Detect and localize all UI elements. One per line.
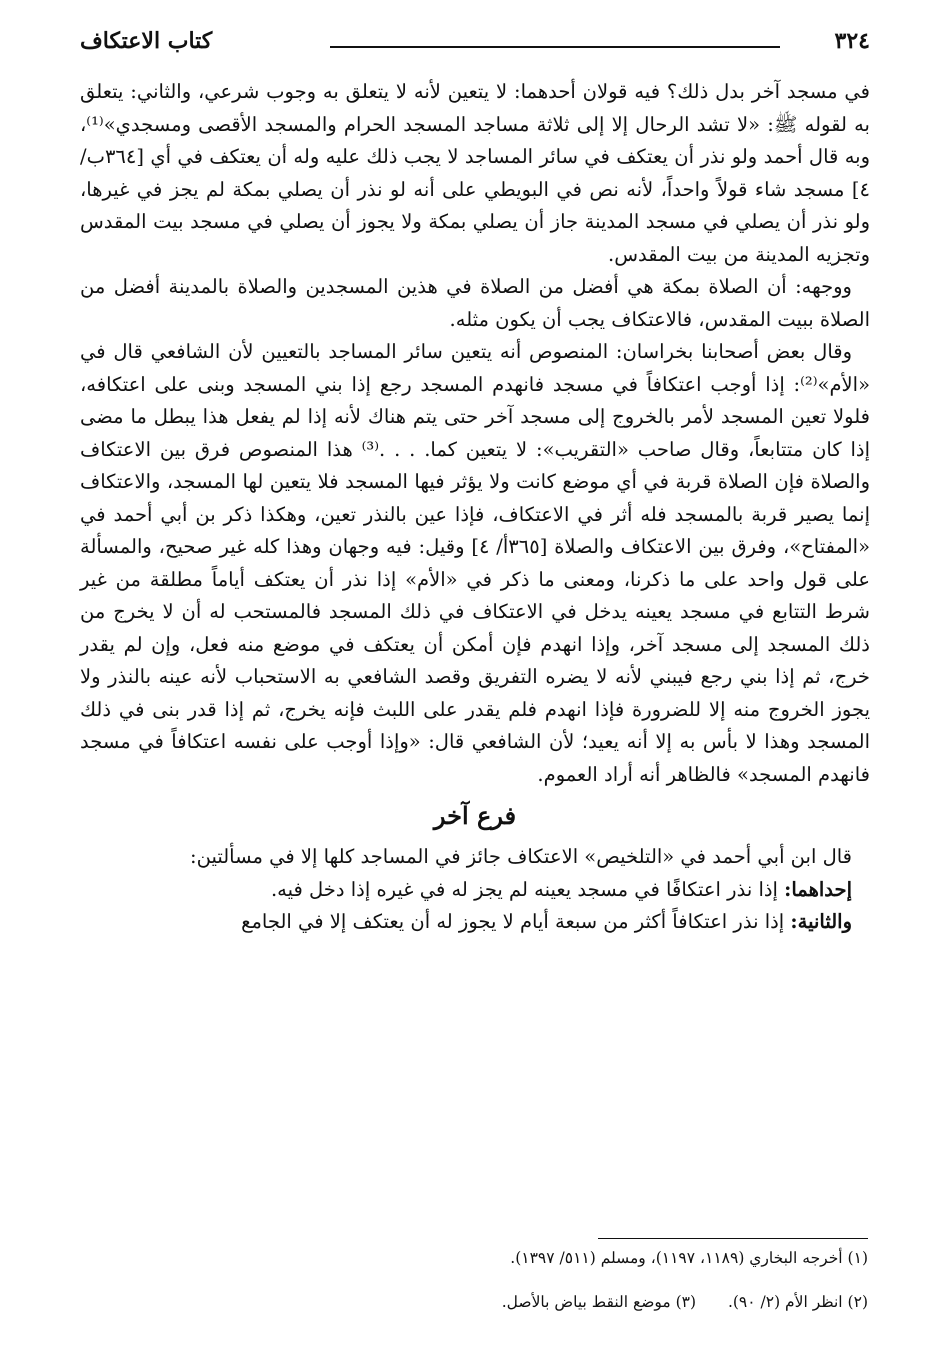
text-line: بيت المقدس وتجزيه المدينة من بيت المقدس.: [80, 210, 870, 266]
case-item: [80, 874, 870, 907]
text-line: بالمدينة أفضل من الصلاة ببيت المقدس، فالاعتكاف يجب أن يكون مثله.: [80, 275, 870, 331]
paragraph: [80, 271, 870, 336]
footnote-number: (٣): [675, 1293, 697, 1311]
text-line: وقال بعض أصحابنا بخراسان: المنصوص أنه يتعين سائر المساجد بالتعيين لأن: [228, 340, 852, 363]
case-text: إذا نذر اعتكافًا في مسجد يعينه لم يجز له في غيره إذا دخل فيه.: [270, 877, 785, 901]
text-line: موضع كانت ولا يؤثر فيها المسجد فلا يتعين لها المسجد، والاعتكاف إنما يصير قربة: [80, 470, 870, 526]
text-line: يتعين كما. . . .⁽³⁾ هذا المنصوص فرق بين الاعتكاف والصلاة فإن الصلاة قربة في أي: [80, 437, 870, 493]
case-label: والثانية:: [790, 910, 852, 933]
footnote-text: انظر الأم (٢/ ٩٠).: [727, 1293, 843, 1311]
text-line: شرعي، والثاني: يتعلق به لقوله ﷺ: «لا تشد الرحال إلا إلى ثلاثة مساجد المسجد: [80, 80, 870, 136]
paragraph: [80, 841, 870, 874]
text-line: واحداً، لأنه نص في البويطي على أنه لو نذر أن يصلي بمكة لم يجز في غيرها، ولو: [80, 177, 871, 233]
text-line: يضره التفريق وقصد الشافعي به الاستحباب لأنه عينه بالنذر ولا يجوز الخروج منه إلا: [80, 665, 870, 721]
text-line: الحرام والمسجد الأقصى ومسجدي»⁽¹⁾، وبه قال أحمد ولو نذر أن يعتكف في سائر: [80, 112, 871, 168]
footnote-text: أخرجه البخاري (١١٨٩، ١١٩٧)، ومسلم (٥١١/ ١٣٩٧).: [510, 1249, 843, 1267]
footnote: [78, 1246, 868, 1270]
paragraph: [80, 336, 870, 791]
text-line: وهذا لا بأس به إلا أنه يعيد؛ لأن الشافعي قال: «وإذا أوجب على نفسه اعتكافاً في: [138, 730, 800, 753]
section-heading: فرع آخر: [433, 801, 517, 830]
footnote-number: (٢): [847, 1293, 868, 1311]
header-rule: [330, 46, 780, 48]
text-line: المسجد فالمستحب له أن لا يخرج من ذلك المسجد إلى مسجد آخر، وإذا انهدم فإن: [80, 600, 870, 656]
text-line: نذر أن يصلي في مسجد المدينة جاز أن يصلي بمكة ولا يجوز أن يصلي في مسجد: [190, 210, 839, 233]
text-line: في مسجد آخر بدل ذلك؟ فيه قولان أحدهما: لا يتعين لأنه لا يتعلق به وجوب: [266, 80, 870, 103]
case-text: إذا نذر اعتكافاً أكثر من سبعة أيام لا يجوز له أن يعتكف إلا في الجامع: [241, 910, 791, 933]
text-line: مسجد فانهدم المسجد» فالظاهر أنه أراد العموم.: [80, 730, 870, 786]
text-line: مسألتين:: [190, 845, 263, 868]
page-number: ٣٢٤: [834, 28, 870, 54]
text-line: قال ابن أبي أحمد في «التلخيص» الاعتكاف جائز في المساجد كلها إلا في: [269, 845, 852, 868]
footnote-text: موضع النقط بياض بالأصل.: [501, 1293, 671, 1311]
text-line: الشافعي قال في «الأم»⁽²⁾: إذا أوجب اعتكافاً في مسجد فانهدم المسجد رجع إذا بني: [80, 340, 870, 396]
case-label: إحداهما:: [784, 877, 852, 901]
text-line: للضرورة فإذا انهدم فلم يقدر على اللبث فإنه يخرج، ثم إذا قدر بنى في ذلك المسجد: [80, 697, 870, 753]
text-line: يعتكف أياماً مطلقة من غير شرط التتابع في مسجد يعينه يدخل في الاعتكاف في ذلك: [80, 567, 871, 623]
text-line: بالمسجد فله أثر في الاعتكاف، فإذا عين بالنذر تعين، وهكذا ذكر بن أبي أحمد في: [80, 502, 744, 526]
page-header: [80, 28, 870, 64]
paragraph: [80, 76, 870, 271]
text-line: أمكن أن يعتكف في موضع منه فعل، وإن لم يقدر خرج، ثم إذا بني رجع فيبني لأنه لا: [80, 632, 870, 688]
text-line: صحيح، والمسألة على قول واحد على ما ذكرنا، ومعنى ما ذكر في «الأم» إذا نذر أن: [80, 535, 870, 591]
footnote-rule: [598, 1238, 868, 1239]
text-line: هناك لأنه إذا لم يفعل هذا يبطل ما مضى إذا كان متتابعاً، وقال صاحب «التقريب»: لا: [80, 405, 870, 461]
text-line: ووجهه: أن الصلاة بمكة هي أفضل من الصلاة في هذين المسجدين والصلاة: [237, 275, 852, 298]
text-line: المساجد لا يجب ذلك عليه وله أن يعتكف في أي [٣٦٤ب/ ٤] مسجد شاء قولاً: [80, 145, 870, 201]
text-line: المسجد وبنى على اعتكافه، فلولا تعين المسجد لأمر بالخروج إلى مسجد آخر حتى يتم: [80, 372, 870, 428]
footnote-row: [78, 1290, 868, 1314]
main-text: [80, 76, 870, 939]
case-item: [80, 906, 870, 939]
text-line: «المفتاح»، وفرق بين الاعتكاف والصلاة [٣٦٥أ/ ٤] وقيل: فيه وجهان وهذا كله غير: [219, 535, 871, 558]
footnote-number: (١): [847, 1249, 868, 1267]
book-title: كتاب الاعتكاف: [80, 28, 213, 54]
